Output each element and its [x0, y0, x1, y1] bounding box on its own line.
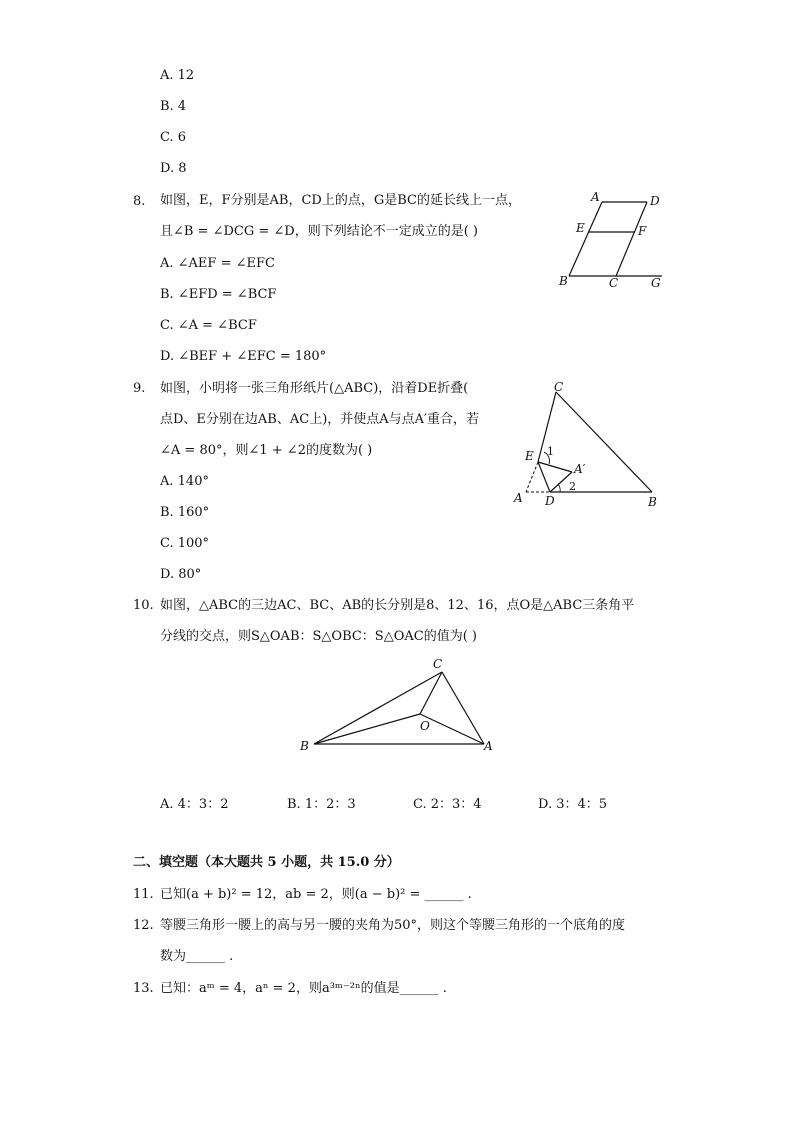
q10-option-c: C. 2：3：4 [413, 797, 482, 812]
q10-option-a: A. 4：3：2 [160, 797, 229, 812]
q7-option-d: D. 8 [160, 161, 187, 176]
q8-label-c: C [609, 276, 619, 290]
q12-stem-line2: 数为______ . [160, 949, 234, 964]
q9-option-a: A. 140° [160, 474, 209, 489]
q10-option-d: D. 3：4：5 [538, 797, 608, 812]
q10-label-a: A [484, 739, 493, 753]
q12-number: 12. [133, 918, 154, 933]
q10-label-b: B [300, 739, 309, 753]
q9-option-d: D. 80° [160, 567, 202, 582]
q9-number: 9. [133, 381, 146, 396]
section-title-fill-in: 二、填空题（本大题共 5 小题，共 15.0 分） [133, 855, 400, 870]
q9-label-e: E [525, 449, 534, 463]
q8-label-g: G [651, 276, 661, 290]
q8-option-d: D. ∠BEF + ∠EFC = 180° [160, 349, 327, 364]
q7-option-a: A. 12 [160, 68, 195, 83]
q10-figure [298, 652, 498, 757]
q9-label-1: 1 [547, 445, 554, 458]
q8-label-d: D [650, 194, 660, 208]
q8-label-e: E [576, 221, 585, 235]
q8-label-f: F [638, 224, 647, 238]
q13-number: 13. [133, 981, 154, 996]
q10-option-b: B. 1：2：3 [287, 797, 356, 812]
q10-label-o: O [420, 719, 430, 733]
q12-stem-line1: 等腰三角形一腰上的高与另一腰的夹角为50°，则这个等腰三角形的一个底角的度 [160, 918, 626, 933]
q9-label-a-prime: A′ [574, 462, 586, 476]
q8-option-a: A. ∠AEF = ∠EFC [160, 256, 275, 271]
q9-figure [510, 380, 670, 510]
q8-stem-line1: 如图，E，F分别是AB，CD上的点，G是BC的延长线上一点， [160, 193, 521, 208]
q9-stem-line3: ∠A = 80°，则∠1 + ∠2的度数为( ) [160, 443, 373, 458]
q9-label-d: D [545, 494, 555, 508]
q8-number: 8. [133, 194, 146, 209]
q9-label-2: 2 [569, 480, 576, 493]
q10-stem-line1: 如图，△ABC的三边AC、BC、AB的长分别是8、12、16，点O是△ABC三条角平 [160, 598, 635, 613]
q10-number: 10. [133, 598, 154, 613]
q8-stem-line2: 且∠B = ∠DCG = ∠D，则下列结论不一定成立的是( ) [160, 224, 478, 239]
q11-number: 11. [133, 887, 154, 902]
q11-stem: 已知(a + b)² = 12，ab = 2，则(a − b)² = ______ . [160, 887, 472, 902]
q8-figure [555, 190, 670, 290]
q9-option-b: B. 160° [160, 505, 210, 520]
q7-option-c: C. 6 [160, 130, 187, 145]
q8-option-b: B. ∠EFD = ∠BCF [160, 287, 277, 302]
q9-stem-line2: 点D、E分别在边AB、AC上)，并使点A与点A′重合，若 [160, 412, 479, 427]
q10-label-c: C [433, 657, 443, 671]
q13-stem: 已知：aᵐ = 4，aⁿ = 2，则a³ᵐ⁻²ⁿ的值是______ . [160, 981, 447, 996]
q8-option-c: C. ∠A = ∠BCF [160, 318, 257, 333]
q9-label-c: C [554, 380, 564, 394]
q9-label-a: A [514, 491, 523, 505]
q10-stem-line2: 分线的交点，则S△OAB：S△OBC：S△OAC的值为( ) [160, 629, 477, 644]
q7-option-b: B. 4 [160, 99, 187, 114]
q8-label-a: A [591, 190, 600, 204]
q9-option-c: C. 100° [160, 536, 210, 551]
q9-stem-line1: 如图，小明将一张三角形纸片(△ABC)，沿着DE折叠( [160, 381, 469, 396]
q9-label-b: B [648, 495, 657, 509]
q8-label-b: B [559, 274, 568, 288]
